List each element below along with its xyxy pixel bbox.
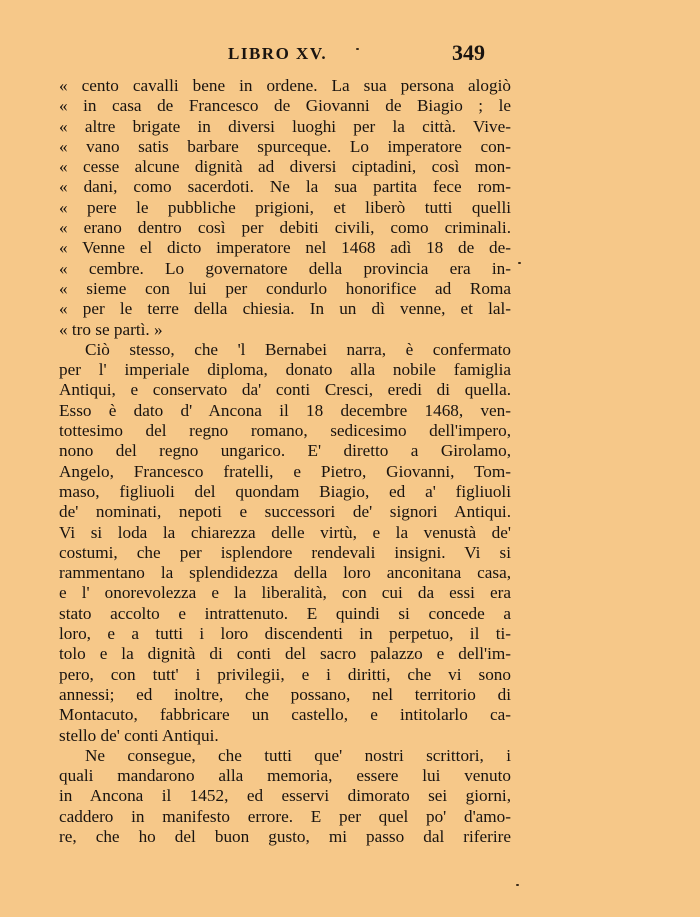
text-line: « tro se partì. » xyxy=(59,319,163,339)
running-header: LIBRO XV. xyxy=(228,44,328,63)
text-line: de' nominati, nepoti e successori de' signori Antiqui. xyxy=(59,502,511,522)
text-line: « Venne el dicto imperatore nel 1468 adì 18 de de- xyxy=(59,238,511,258)
text-line: Montacuto, fabbricare un castello, e intitolarlo ca- xyxy=(59,705,511,725)
text-line: costumi, che per isplendore rendevali insigni. Vi si xyxy=(59,542,511,562)
text-line: « vano satis barbare spurceque. Lo imperatore con- xyxy=(59,136,511,156)
paragraph-first-line: Ne consegue, che tutti que' nostri scrittori, i xyxy=(85,745,511,765)
text-line: « cembre. Lo governatore della provincia era in- xyxy=(59,258,511,278)
text-line: maso, figliuoli del quondam Biagio, ed a' figliuoli xyxy=(59,481,511,501)
text-line: in Ancona il 1452, ed esservi dimorato sei giorni, xyxy=(59,786,511,806)
body-text xyxy=(59,76,511,847)
text-line: Angelo, Francesco fratelli, e Pietro, Giovanni, Tom- xyxy=(59,461,511,481)
text-line: pero, con tutt' i privilegii, e i diritti, che vi sono xyxy=(59,664,511,684)
text-line: « pere le pubbliche prigioni, et liberò tutti quelli xyxy=(59,197,511,217)
text-line: « per le terre della chiesia. In un dì venne, et lal- xyxy=(59,299,511,319)
text-line: rammentano la splendidezza della loro anconitana casa, xyxy=(59,563,511,583)
page-number: 349 xyxy=(452,40,485,65)
text-line: quali mandarono alla memoria, essere lui venuto xyxy=(59,766,511,786)
text-line: « dani, como sacerdoti. Ne la sua partita fece rom- xyxy=(59,177,511,197)
text-line: « cesse alcune dignità ad diversi ciptadini, così mon- xyxy=(59,157,511,177)
text-line: « altre brigate in diversi luoghi per la città. Vive- xyxy=(59,116,511,136)
text-line: Antiqui, e conservato da' conti Cresci, eredi di quella. xyxy=(59,380,511,400)
print-speck xyxy=(356,48,359,50)
text-line: « sieme con lui per condurlo honorifice ad Roma xyxy=(59,278,511,298)
text-line: loro, e a tutti i loro discendenti in perpetuo, il ti- xyxy=(59,624,511,644)
text-line: re, che ho del buon gusto, mi passo dal riferire xyxy=(59,826,511,846)
print-speck xyxy=(516,884,519,886)
text-line: « cento cavalli bene in ordene. La sua persona alogiò xyxy=(59,76,511,95)
text-line: Esso è dato d' Ancona il 18 decembre 1468, ven- xyxy=(59,400,511,420)
text-line: Vi si loda la chiarezza delle virtù, e la venustà de' xyxy=(59,522,511,542)
text-line: nono del regno ungarico. E' diretto a Girolamo, xyxy=(59,441,511,461)
text-line: stato accolto e intrattenuto. E quindi si concede a xyxy=(59,603,511,623)
text-line: e l' onorevolezza e la liberalità, con cui da essi era xyxy=(59,583,511,603)
paragraph-first-line: Ciò stesso, che 'l Bernabei narra, è confermato xyxy=(85,339,511,359)
text-line: caddero in manifesto errore. E per quel po' d'amo- xyxy=(59,806,511,826)
text-line: stello de' conti Antiqui. xyxy=(59,725,219,745)
text-line: tottesimo del regno romano, sedicesimo dell'impero, xyxy=(59,421,511,441)
text-line: « erano dentro così per debiti civili, como criminali. xyxy=(59,218,511,238)
print-speck xyxy=(518,262,521,264)
text-line: annessi; ed inoltre, che possano, nel territorio di xyxy=(59,684,511,704)
text-line: per l' imperiale diploma, donato alla nobile famiglia xyxy=(59,360,511,380)
text-line: « in casa de Francesco de Giovanni de Biagio ; le xyxy=(59,96,511,116)
text-line: tolo e la dignità di conti del sacro palazzo e dell'im- xyxy=(59,644,511,664)
